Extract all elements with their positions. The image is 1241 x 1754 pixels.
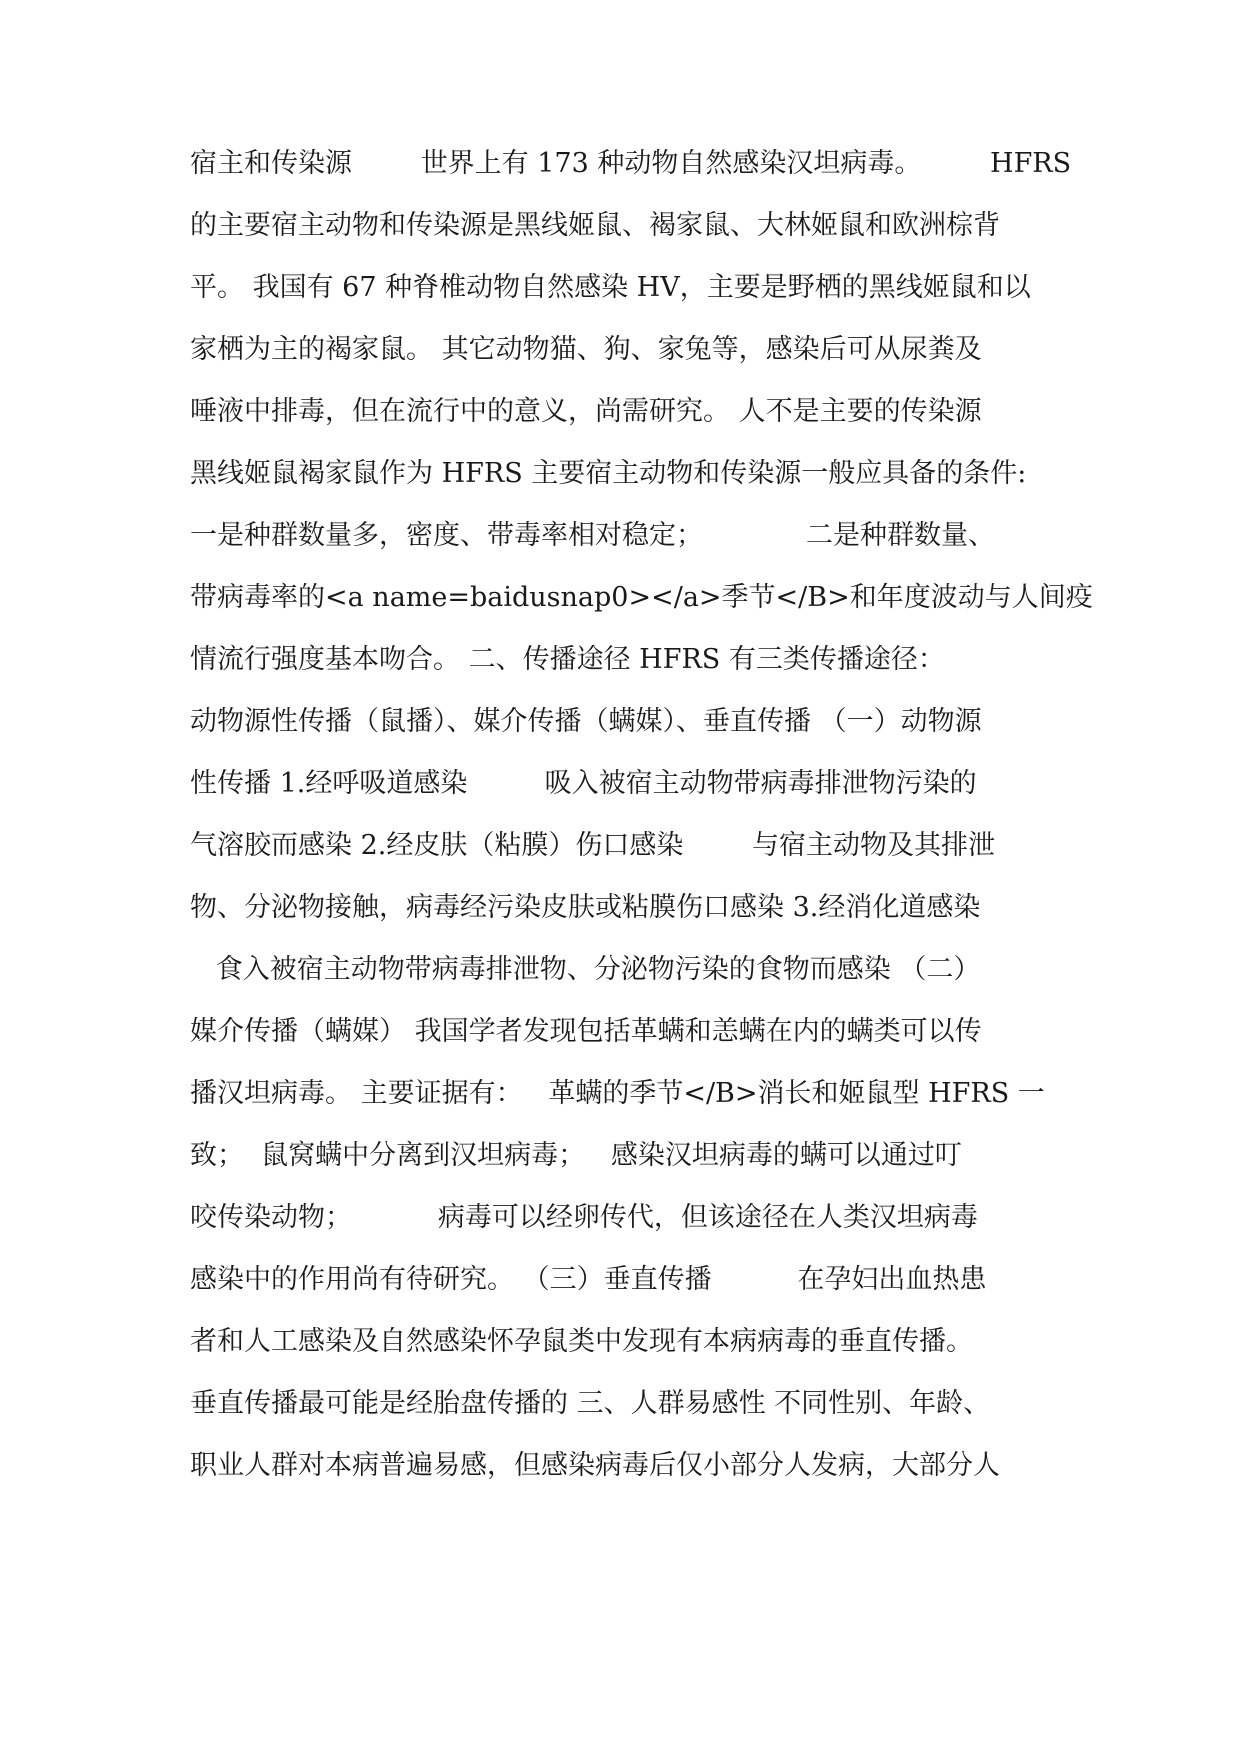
text-line: 媒介传播（螨媒） 我国学者发现包括革螨和恙螨在内的螨类可以传 — [190, 1016, 982, 1047]
text-line: 咬传染动物； 病毒可以经卵传代，但该途径在人类汉坦病毒 — [190, 1202, 978, 1233]
text-line: 致； 鼠窝螨中分离到汉坦病毒； 感染汉坦病毒的螨可以通过叮 — [190, 1140, 962, 1171]
text-line: 者和人工感染及自然感染怀孕鼠类中发现有本病病毒的垂直传播。 — [190, 1326, 973, 1357]
text-line: 物、分泌物接触，病毒经污染皮肤或粘膜伤口感染 3.经消化道感染 — [190, 892, 981, 923]
text-line: 食入被宿主动物带病毒排泄物、分泌物污染的食物而感染 （二） — [190, 954, 981, 985]
text-line: 一是种群数量多，密度、带毒率相对稳定； 二是种群数量、 — [190, 520, 995, 551]
text-line: 唾液中排毒，但在流行中的意义，尚需研究。 人不是主要的传染源 — [190, 396, 982, 427]
text-line: 黑线姬鼠褐家鼠作为 HFRS 主要宿主动物和传染源一般应具备的条件: — [190, 458, 1027, 489]
text-line: 宿主和传染源 世界上有 173 种动物自然感染汉坦病毒。 HFRS — [190, 148, 1072, 179]
text-line: 的主要宿主动物和传染源是黑线姬鼠、褐家鼠、大林姬鼠和欧洲棕背 — [190, 210, 1000, 241]
text-line: 动物源性传播（鼠播）、媒介传播（螨媒）、垂直传播 （一）动物源 — [190, 706, 982, 737]
text-line: 职业人群对本病普遍易感，但感染病毒后仅小部分人发病，大部分人 — [190, 1450, 1000, 1481]
text-line: 情流行强度基本吻合。 二、传播途径 HFRS 有三类传播途径： — [190, 644, 945, 675]
text-line: 性传播 1.经呼吸道感染 吸入被宿主动物带病毒排泄物污染的 — [190, 768, 977, 799]
text-line: 带病毒率的<a name=baidusnap0></a>季节</B>和年度波动与人间疫 — [190, 582, 1093, 613]
text-line: 家栖为主的褐家鼠。 其它动物猫、狗、家兔等，感染后可从尿粪及 — [190, 334, 982, 365]
text-line: 垂直传播最可能是经胎盘传播的 三、人群易感性 不同性别、年龄、 — [190, 1388, 991, 1419]
text-line: 平。 我国有 67 种脊椎动物自然感染 HV，主要是野栖的黑线姬鼠和以 — [190, 272, 1031, 303]
text-line: 播汉坦病毒。 主要证据有： 革螨的季节</B>消长和姬鼠型 HFRS 一 — [190, 1078, 1045, 1109]
text-line: 感染中的作用尚有待研究。 （三）垂直传播 在孕妇出血热患 — [190, 1264, 987, 1295]
text-line: 气溶胶而感染 2.经皮肤（粘膜）伤口感染 与宿主动物及其排泄 — [190, 830, 996, 861]
